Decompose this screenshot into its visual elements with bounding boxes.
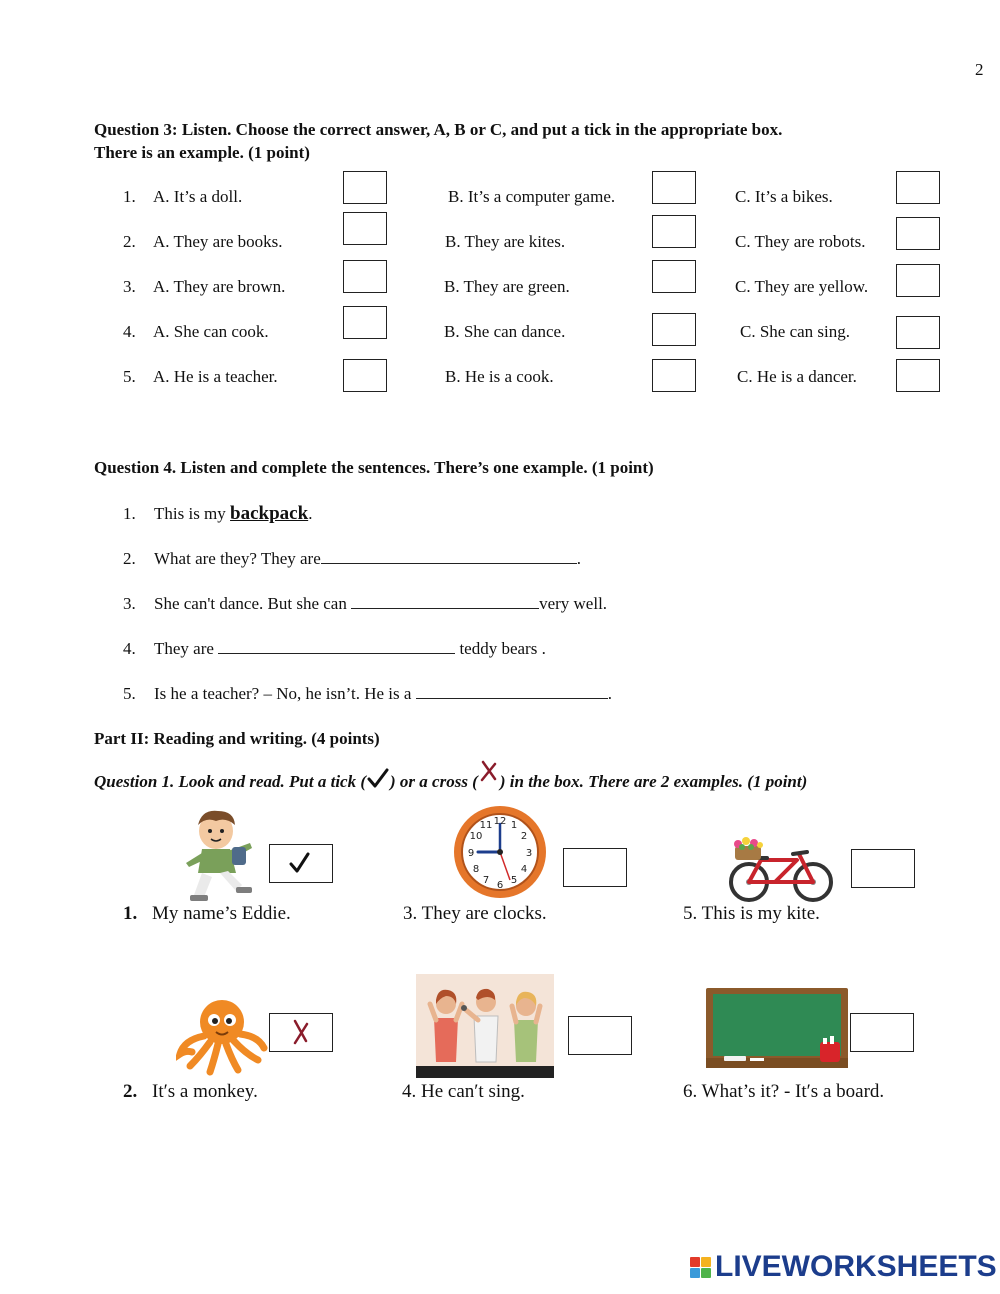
- q4-heading: Question 4. Listen and complete the sentences. There’s one example. (1 point): [94, 458, 654, 477]
- q3-answer-box-a[interactable]: [343, 171, 387, 204]
- q4-item-number: 3.: [123, 594, 136, 613]
- q3-option-c: C. They are robots.: [735, 232, 866, 251]
- q3-option-c: C. He is a dancer.: [737, 367, 857, 386]
- q4-text-before: They are: [154, 639, 219, 658]
- svg-text:3: 3: [525, 848, 533, 859]
- q3-answer-box-c[interactable]: [896, 264, 940, 297]
- caption-text: 5. This is my kite.: [683, 903, 820, 924]
- answer-box-1[interactable]: [269, 844, 333, 883]
- q4-example-answer: backpack: [230, 503, 309, 524]
- q4-text-after: .: [308, 504, 313, 523]
- q3-option-a: A. They are books.: [153, 232, 283, 251]
- q3-heading: Question 3: Listen. Choose the correct answer, A, B or C, and put a tick in the appropriate box.: [94, 120, 783, 139]
- page-number: 2: [975, 60, 984, 79]
- svg-text:8: 8: [472, 864, 480, 875]
- q3-option-a: A. They are brown.: [153, 277, 286, 296]
- q3-option-c: C. It’s a bikes.: [735, 187, 833, 206]
- part2-heading: Part II: Reading and writing. (4 points): [94, 729, 380, 748]
- q3-answer-box-c[interactable]: [896, 316, 940, 349]
- q4-item-number: 5.: [123, 684, 136, 703]
- q3-answer-box-a[interactable]: [343, 260, 387, 293]
- q4-text-before: Is he a teacher? – No, he isn’t. He is a: [154, 684, 416, 703]
- caption-number: 2.: [123, 1081, 138, 1102]
- q4-item: [123, 593, 607, 614]
- liveworksheets-logo[interactable]: [690, 1250, 997, 1284]
- q4-item: [123, 548, 581, 569]
- q3-answer-box-a[interactable]: [343, 212, 387, 245]
- q3-answer-box-b[interactable]: [652, 359, 696, 392]
- q4-text-before: What are they? They are: [154, 549, 321, 568]
- svg-text:2: 2: [520, 831, 528, 842]
- q3-answer-box-b[interactable]: [652, 260, 696, 293]
- q3-answer-box-c[interactable]: [896, 217, 940, 250]
- caption-text: 6. What’s it? - It′s a board.: [683, 1081, 885, 1102]
- q3-option-c: C. They are yellow.: [735, 277, 869, 296]
- q1-instruction-start: Question 1. Look and read. Put a tick (: [94, 772, 367, 791]
- q4-answer-blank[interactable]: [321, 548, 577, 564]
- chalkboard-icon: [706, 986, 848, 1072]
- q4-item: [123, 683, 612, 704]
- q3-option-a: A. He is a teacher.: [153, 367, 278, 386]
- tick-icon: [270, 845, 331, 881]
- q3-item-number: 2.: [123, 232, 136, 251]
- caption-text: 4. He can′t sing.: [402, 1081, 525, 1102]
- q4-item: [123, 638, 546, 659]
- octopus-icon: [176, 996, 268, 1076]
- svg-text:10: 10: [469, 831, 483, 842]
- q4-item-number: 1.: [123, 504, 136, 523]
- q3-option-a: A. It’s a doll.: [153, 187, 243, 206]
- q4-text-after: very well.: [539, 594, 608, 613]
- q3-answer-box-b[interactable]: [652, 215, 696, 248]
- q1-instruction-mid: ) or a cross (: [390, 772, 478, 791]
- svg-text:1: 1: [510, 820, 518, 831]
- clock-icon: [452, 804, 548, 900]
- bicycle-icon: [727, 836, 837, 904]
- q3-answer-box-c[interactable]: [896, 359, 940, 392]
- q3-option-a: A. She can cook.: [153, 322, 269, 341]
- q3-heading-line2: There is an example. (1 point): [94, 143, 310, 162]
- q4-answer-blank[interactable]: [218, 638, 455, 654]
- q3-option-c: C. She can sing.: [740, 322, 851, 341]
- q3-answer-box-a[interactable]: [343, 306, 387, 339]
- svg-text:6: 6: [496, 880, 504, 891]
- q4-item-number: 2.: [123, 549, 136, 568]
- q4-text-after: .: [607, 684, 612, 703]
- q4-text-after: teddy bears .: [455, 639, 546, 658]
- answer-box-6[interactable]: [850, 1013, 914, 1052]
- q3-answer-box-b[interactable]: [652, 313, 696, 346]
- logo-text: LIVEWORKSHEETS: [715, 1250, 997, 1283]
- q3-option-b: B. They are kites.: [445, 232, 566, 251]
- q4-text-after: .: [576, 549, 582, 568]
- q3-option-b: B. It’s a computer game.: [448, 187, 616, 206]
- part2-q1-heading: [94, 759, 807, 792]
- q3-item-number: 3.: [123, 277, 136, 296]
- picture-caption: [123, 1081, 258, 1103]
- q3-answer-box-c[interactable]: [896, 171, 940, 204]
- q3-option-b: B. She can dance.: [444, 322, 566, 341]
- q3-answer-box-a[interactable]: [343, 359, 387, 392]
- svg-text:7: 7: [482, 875, 490, 886]
- cross-icon: [270, 1014, 331, 1050]
- q4-item: [123, 503, 312, 525]
- svg-text:11: 11: [479, 820, 493, 831]
- caption-text: My name’s Eddie.: [152, 903, 291, 924]
- q4-item-number: 4.: [123, 639, 136, 658]
- tick-icon: [366, 768, 390, 790]
- svg-text:12: 12: [493, 816, 507, 827]
- q4-text-before: This is my: [154, 504, 231, 523]
- caption-text: 3. They are clocks.: [403, 903, 547, 924]
- answer-box-2[interactable]: [269, 1013, 333, 1052]
- svg-text:9: 9: [467, 848, 475, 859]
- q3-item-number: 4.: [123, 322, 136, 341]
- picture-caption: [123, 903, 291, 925]
- boy-dancing-icon: [180, 803, 268, 903]
- q1-instruction-end: ) in the box. There are 2 examples. (1 point): [499, 772, 808, 791]
- q4-answer-blank[interactable]: [416, 683, 608, 699]
- caption-text: It′s a monkey.: [152, 1081, 258, 1102]
- answer-box-3[interactable]: [563, 848, 627, 887]
- q4-answer-blank[interactable]: [351, 593, 539, 609]
- q3-option-b: B. He is a cook.: [445, 367, 554, 386]
- q3-answer-box-b[interactable]: [652, 171, 696, 204]
- people-singing-icon: [416, 974, 554, 1078]
- q3-item-number: 5.: [123, 367, 136, 386]
- cross-icon: [478, 759, 500, 785]
- svg-text:4: 4: [520, 864, 528, 875]
- svg-text:5: 5: [510, 875, 518, 886]
- answer-box-5[interactable]: [851, 849, 915, 888]
- q4-text-before: She can't dance. But she can: [154, 594, 352, 613]
- caption-number: 1.: [123, 903, 138, 924]
- logo-mark-icon: [690, 1257, 711, 1278]
- answer-box-4[interactable]: [568, 1016, 632, 1055]
- q3-item-number: 1.: [123, 187, 136, 206]
- q3-option-b: B. They are green.: [444, 277, 570, 296]
